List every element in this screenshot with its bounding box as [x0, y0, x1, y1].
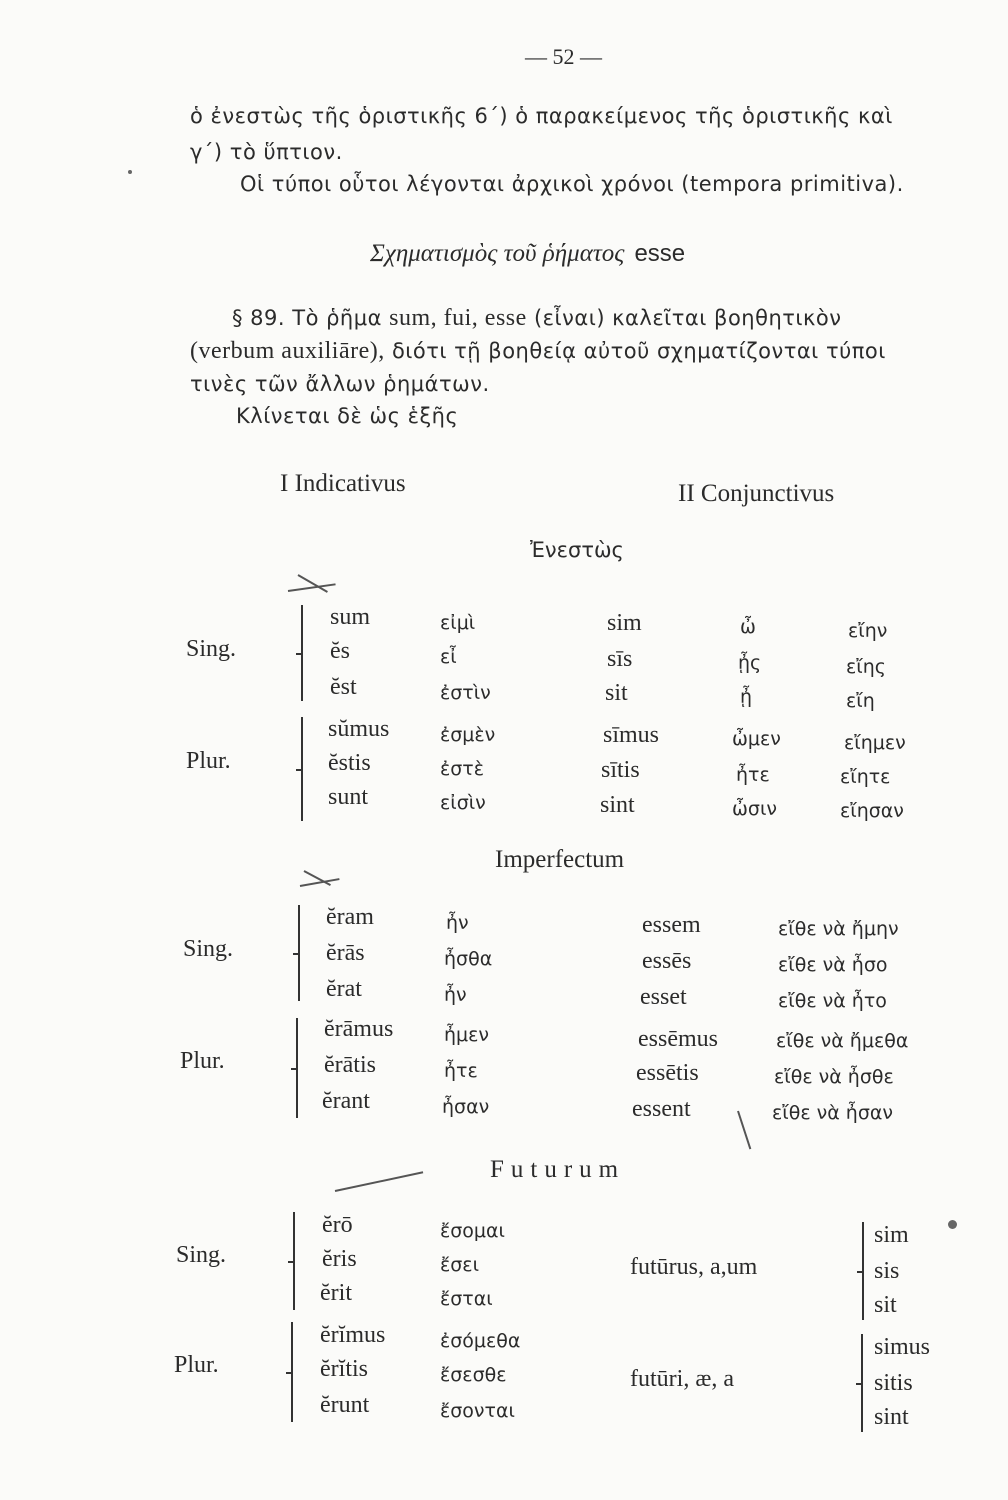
present-greek-conj: εἴημεν	[844, 732, 906, 754]
imperfect-greek-conj: εἴθε νὰ ἤμην	[778, 918, 899, 940]
present-latin-ind: ĕstis	[328, 750, 371, 776]
imperfect-latin-conj: essētis	[636, 1060, 699, 1086]
section-89-line-3: τινὲς τῶν ἄλλων ῥημάτων.	[190, 372, 490, 396]
section-heading	[370, 240, 685, 268]
label-plur: Plur.	[180, 1048, 225, 1074]
ink-spot	[128, 170, 132, 174]
intro-line-2: γ΄) τὸ ὕπτιον.	[190, 140, 343, 164]
imperfect-greek-conj: εἴθε νὰ ἦσαν	[772, 1102, 894, 1124]
present-greek-conj: ὦμεν	[732, 728, 781, 750]
mood-indicative: I Indicativus	[280, 470, 406, 497]
future-greek-ind: ἔσται	[440, 1288, 493, 1310]
present-latin-conj: sīmus	[603, 722, 660, 748]
future-greek-ind: ἐσόμεθα	[440, 1330, 521, 1352]
future-greek-ind: ἔσομαι	[440, 1220, 505, 1242]
present-latin-ind: ĕst	[330, 674, 357, 700]
present-latin-conj: sīs	[607, 646, 633, 672]
future-latin-ind: ĕrit	[320, 1280, 352, 1306]
future-greek-ind: ἔσει	[440, 1254, 480, 1276]
label-sing: Sing.	[183, 936, 234, 962]
future-latin-ind: ĕris	[322, 1246, 357, 1272]
imperfect-greek-conj: εἴθε νὰ ἦσθε	[774, 1066, 894, 1088]
brace	[301, 717, 303, 821]
brace	[862, 1222, 864, 1320]
imperfect-latin-conj: esset	[640, 984, 687, 1010]
present-greek-conj: ἦτε	[736, 764, 770, 786]
present-greek-ind: εἰσὶν	[440, 792, 486, 814]
future-greek-ind: ἔσεσθε	[440, 1364, 507, 1386]
present-greek-ind: εἰμὶ	[440, 612, 476, 634]
present-greek-conj: εἴησαν	[840, 800, 904, 822]
present-latin-ind: sŭmus	[328, 716, 390, 742]
present-greek-ind: εἶ	[440, 646, 457, 668]
tense-imperfect-title: Imperfectum	[495, 846, 625, 873]
present-latin-ind: sunt	[328, 784, 369, 810]
label-plur: Plur.	[174, 1352, 219, 1378]
intro-line-1: ὁ ἐνεστὼς τῆς ὁριστικῆς 6΄) ὁ παρακείμενος τῆς ὁριστικῆς καὶ	[190, 104, 893, 128]
present-latin-conj: sītis	[601, 757, 640, 783]
future-latin-ind: ĕrunt	[320, 1392, 370, 1418]
brace	[293, 1212, 295, 1310]
pencil-stroke	[298, 574, 328, 593]
present-greek-conj: ὦσιν	[732, 798, 777, 820]
future-aux: sim	[874, 1222, 909, 1248]
ink-spot	[948, 1220, 957, 1229]
section-89-line-2: (verbum auxiliāre), διότι τῇ βοηθείᾳ αὐτοῦ σχηματίζονται τύποι	[190, 338, 886, 364]
future-greek-ind: ἔσονται	[440, 1400, 515, 1422]
tense-future-title: Futurum	[490, 1156, 626, 1183]
present-greek-ind: ἐστὶν	[440, 682, 491, 704]
imperfect-greek-conj: εἴθε νὰ ἦσο	[778, 954, 888, 976]
imperfect-greek-ind: ἦσθα	[444, 948, 493, 970]
present-latin-conj: sit	[605, 680, 628, 706]
future-latin-ind: ĕrĭmus	[320, 1322, 386, 1348]
imperfect-greek-ind: ἦμεν	[444, 1024, 490, 1046]
present-greek-ind: ἐσμὲν	[440, 724, 496, 746]
present-latin-conj: sint	[600, 792, 635, 818]
brace	[296, 1018, 298, 1118]
brace	[298, 905, 300, 1001]
page-number: — 52 —	[525, 44, 602, 69]
label-sing: Sing.	[186, 636, 237, 662]
present-greek-conj: εἴητε	[840, 766, 891, 788]
imperfect-latin-conj: essēs	[642, 948, 692, 974]
section-89-line-1: § 89. Τὸ ῥῆμα sum, fui, esse (εἶναι) καλεῖται βοηθητικὸν	[232, 305, 842, 331]
intro-line-3: Οἱ τύποι οὗτοι λέγονται ἀρχικοὶ χρόνοι (tempora primitiva).	[240, 172, 904, 196]
imperfect-greek-ind: ἦσαν	[442, 1096, 490, 1118]
section-89-line-4: Κλίνεται δὲ ὡς ἑξῆς	[236, 404, 459, 428]
future-participle-sing: futūrus, a,um	[630, 1254, 758, 1280]
present-latin-ind: sum	[330, 604, 371, 630]
future-latin-ind: ĕrĭtis	[320, 1356, 368, 1382]
imperfect-latin-ind: ĕram	[326, 904, 374, 930]
imperfect-latin-ind: ĕrāmus	[324, 1016, 394, 1042]
imperfect-latin-conj: essem	[642, 912, 701, 938]
label-sing: Sing.	[176, 1242, 227, 1268]
imperfect-latin-conj: essent	[632, 1096, 691, 1122]
pencil-scribble	[335, 1171, 423, 1192]
present-latin-conj: sim	[607, 610, 642, 636]
heading-latin: esse	[634, 240, 686, 267]
imperfect-latin-ind: ĕrant	[322, 1088, 370, 1114]
imperfect-latin-ind: ĕrat	[326, 976, 362, 1002]
imperfect-latin-conj: essēmus	[638, 1026, 718, 1052]
brace	[291, 1322, 293, 1422]
future-aux: simus	[874, 1334, 931, 1360]
imperfect-greek-conj: εἴθε νὰ ἦτο	[778, 990, 887, 1012]
present-greek-conj: εἴη	[846, 690, 875, 712]
future-aux: sint	[874, 1404, 909, 1430]
brace	[301, 605, 303, 701]
pencil-stroke	[737, 1111, 751, 1150]
present-greek-conj: εἴην	[848, 620, 888, 642]
imperfect-greek-ind: ἦν	[446, 912, 469, 934]
brace	[861, 1334, 863, 1432]
present-greek-conj: ὦ	[740, 616, 756, 638]
present-greek-conj: ᾖ	[740, 686, 753, 708]
future-aux: sitis	[874, 1370, 913, 1396]
tense-present-title: Ἐνεστὼς	[530, 538, 624, 562]
future-aux: sit	[874, 1292, 897, 1318]
present-greek-ind: ἐστὲ	[440, 758, 485, 780]
future-participle-plur: futūri, æ, a	[630, 1366, 734, 1392]
imperfect-greek-ind: ἦν	[444, 984, 467, 1006]
present-latin-ind: ĕs	[330, 638, 350, 664]
future-aux: sis	[874, 1258, 900, 1284]
imperfect-latin-ind: ĕrās	[326, 940, 365, 966]
present-greek-conj: ᾖς	[738, 652, 762, 674]
heading-greek: Σχηματισμὸς τοῦ ῥήματος	[370, 240, 625, 267]
present-greek-conj: εἴης	[846, 656, 886, 678]
imperfect-latin-ind: ĕrātis	[324, 1052, 376, 1078]
imperfect-greek-ind: ἦτε	[444, 1060, 478, 1082]
imperfect-greek-conj: εἴθε νὰ ἤμεθα	[776, 1030, 909, 1052]
future-latin-ind: ĕrō	[322, 1212, 353, 1238]
mood-conjunctive: II Conjunctivus	[678, 480, 835, 507]
label-plur: Plur.	[186, 748, 231, 774]
